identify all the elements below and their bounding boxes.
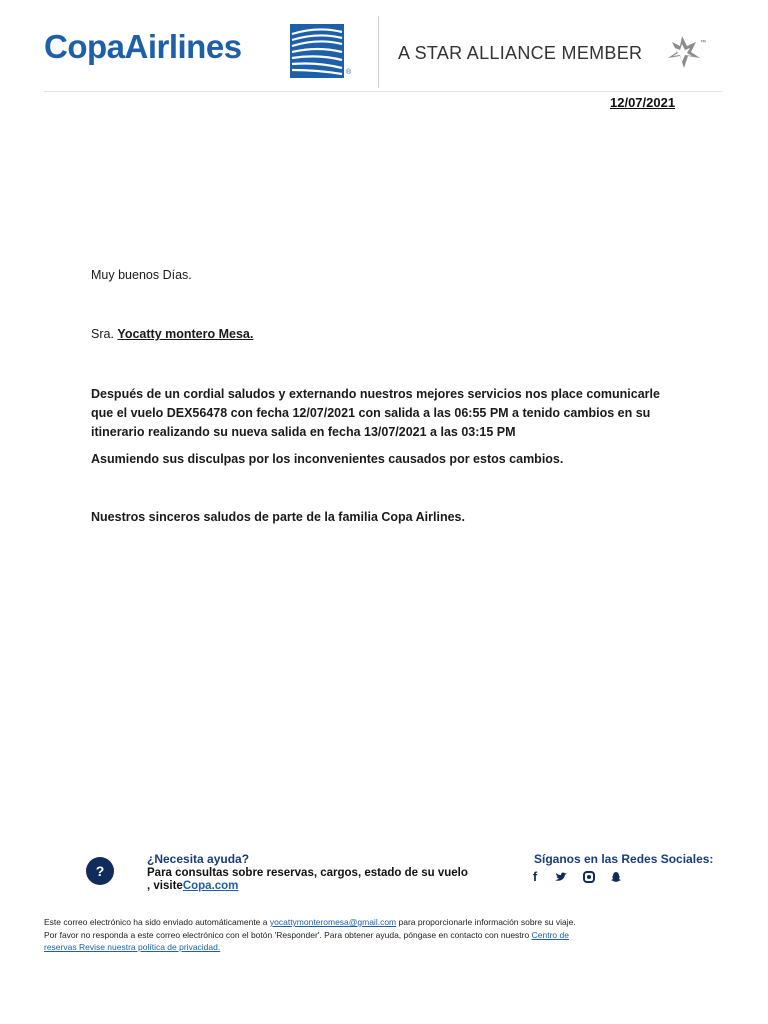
copa-com-link[interactable]: Copa.com: [182, 880, 239, 892]
facebook-icon[interactable]: f: [532, 869, 538, 884]
letter-date: 12/07/2021: [610, 95, 676, 110]
social-title: Síganos en las Redes Sociales:: [534, 852, 714, 866]
help-visit-prefix: , visite: [147, 880, 183, 892]
footer-line-1: [44, 917, 576, 927]
footer-line-2-prefix: Por favor no responda a este correo electrónico con el botón 'Responder'. Para obtener ayuda, póngase en contacto con nuestro: [44, 930, 530, 940]
header-divider: [378, 16, 379, 88]
star-alliance-icon: [664, 34, 708, 70]
help-line: Para consultas sobre reservas, cargos, estado de su vuelo: [147, 867, 468, 879]
help-line-visit: [147, 880, 238, 892]
alliance-tm: ™: [700, 40, 706, 46]
registered-mark: ®: [346, 69, 352, 76]
instagram-icon[interactable]: [581, 869, 597, 885]
salutation: [91, 327, 253, 341]
footer-centro-link[interactable]: Centro de: [531, 930, 569, 940]
header-rule: [44, 91, 722, 92]
salutation-prefix: Sra.: [91, 327, 114, 341]
paragraph-itinerary-change: Después de un cordial saludos y externando nuestros mejores servicios nos place comunicarle que el vuelo DEX56478 con fecha 12/07/2021 con salida a las 06:55 PM a tenido cambios en su itinerario realizando su nueva salida en fecha 13/07/2021 a las 03:15 PM: [91, 387, 660, 439]
footer-email-link[interactable]: yocattymonteromesa@gmail.com: [269, 917, 397, 927]
help-question-icon: ?: [86, 857, 114, 885]
footer-line-2: [44, 930, 569, 940]
paragraph-closing: Nuestros sinceros saludos de parte de la familia Copa Airlines.: [91, 510, 465, 524]
twitter-icon[interactable]: [553, 869, 569, 885]
footer-line-1-prefix: Este correo electrónico ha sido enviado automáticamente a: [44, 917, 268, 927]
copa-logo-icon: [290, 24, 346, 78]
paragraph-apology: Asumiendo sus disculpas por los inconvenientes causados por estos cambios.: [91, 452, 564, 466]
footer-privacy-link[interactable]: reservas Revise nuestra política de privacidad.: [44, 942, 221, 952]
footer-line-1-suffix: para proporcionarle información sobre su viaje.: [398, 917, 576, 927]
recipient-name: Yocatty montero Mesa.: [117, 327, 254, 341]
footer-line-3: [44, 942, 220, 952]
greeting: Muy buenos Días.: [91, 268, 192, 282]
copa-airlines-logo-text: CopaAirlines: [44, 28, 242, 65]
star-alliance-text: A STAR ALLIANCE MEMBER: [398, 43, 643, 63]
snapchat-icon[interactable]: [608, 869, 624, 885]
help-title: ¿Necesita ayuda?: [147, 852, 250, 866]
